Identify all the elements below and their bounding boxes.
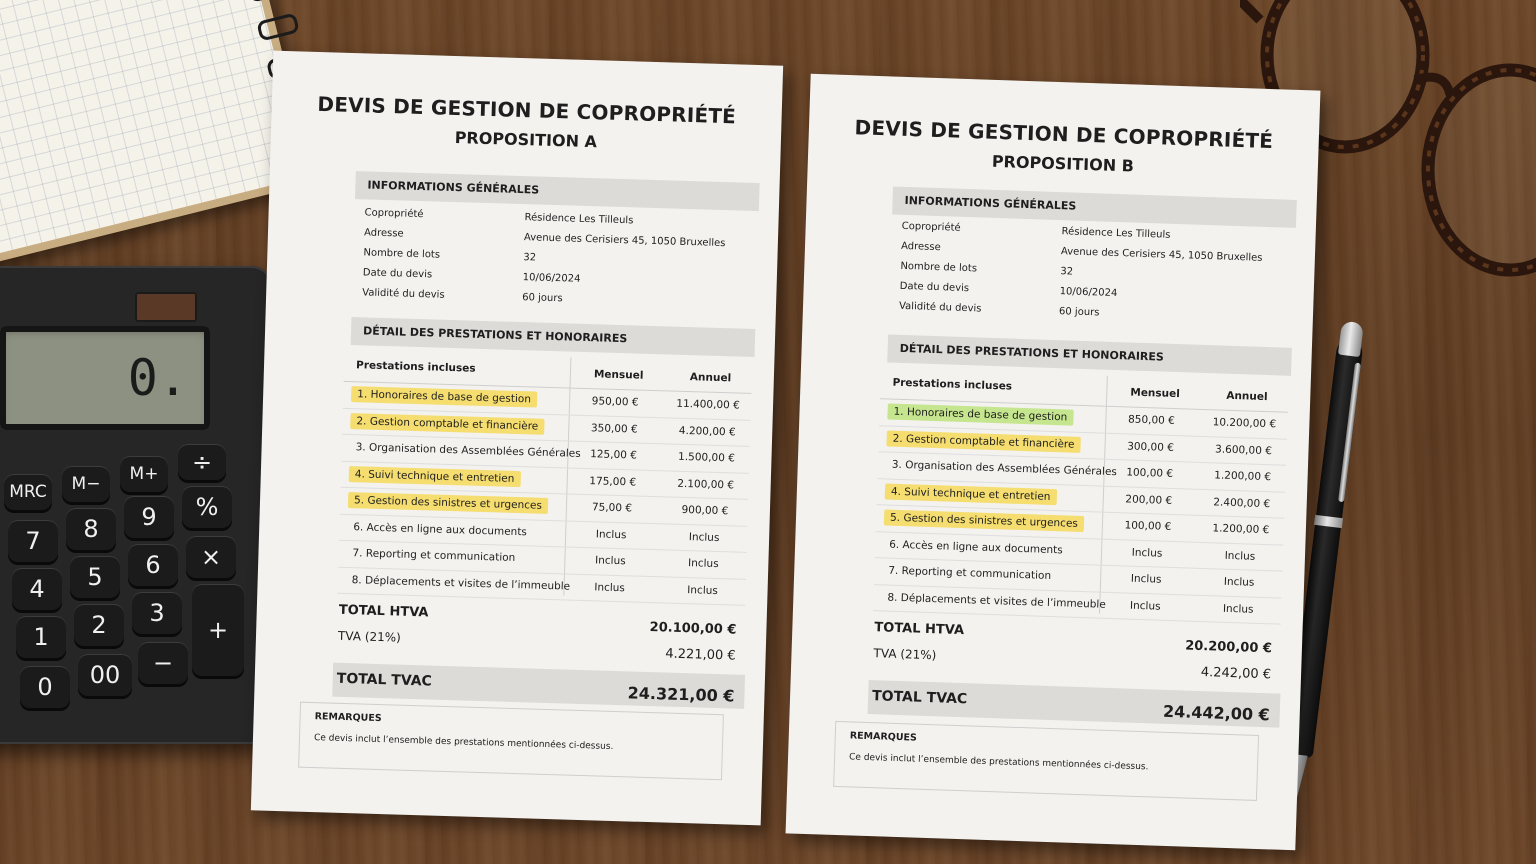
total-htva-label: TOTAL HTVA bbox=[338, 602, 429, 621]
total-tvac-label: TOTAL TVAC bbox=[336, 670, 433, 690]
total-tvac-row bbox=[332, 663, 745, 709]
calculator bbox=[0, 266, 273, 744]
calculator-key-multiply[interactable]: × bbox=[186, 536, 236, 578]
calculator-key-m-minus[interactable]: M− bbox=[62, 466, 110, 502]
doc-subtitle: PROPOSITION A bbox=[454, 128, 598, 152]
total-htva-label: TOTAL HTVA bbox=[874, 620, 965, 639]
annual-value: 1.200,00 € bbox=[1212, 522, 1270, 537]
tva-value: 4.242,00 € bbox=[1200, 665, 1272, 683]
doc-subtitle: PROPOSITION B bbox=[991, 151, 1135, 176]
total-htva-value: 20.200,00 € bbox=[1184, 638, 1273, 657]
info-value: Résidence Les Tilleuls bbox=[1061, 226, 1171, 241]
annual-value: 1.200,00 € bbox=[1214, 469, 1272, 484]
calculator-key-m-plus[interactable]: M+ bbox=[120, 456, 168, 492]
info-value: 10/06/2024 bbox=[522, 272, 581, 285]
annual-value: 1.500,00 € bbox=[677, 450, 736, 465]
total-tvac-row bbox=[868, 680, 1281, 728]
remarks-box bbox=[833, 721, 1259, 801]
monthly-value: 300,00 € bbox=[1126, 439, 1175, 454]
total-htva-value: 20.100,00 € bbox=[649, 620, 737, 638]
service-name: 8. Déplacements et visites de l’immeuble bbox=[887, 591, 1107, 611]
info-section-header: INFORMATIONS GÉNÉRALES bbox=[355, 171, 760, 211]
service-name: 7. Reporting et communication bbox=[352, 547, 516, 564]
notebook-grid-paper bbox=[0, 0, 305, 261]
col-header-monthly: Mensuel bbox=[593, 368, 644, 382]
monthly-value: 125,00 € bbox=[589, 448, 638, 462]
calculator-key-plus[interactable]: + bbox=[192, 584, 244, 676]
calculator-key-8[interactable]: 8 bbox=[66, 508, 116, 550]
info-list bbox=[362, 203, 745, 314]
annual-value: 900,00 € bbox=[681, 503, 729, 518]
info-value: 10/06/2024 bbox=[1059, 286, 1118, 300]
detail-section-header: DÉTAIL DES PRESTATIONS ET HONORAIRES bbox=[351, 317, 756, 357]
calculator-key-00[interactable]: 00 bbox=[78, 654, 132, 696]
annual-value: Inclus bbox=[1222, 602, 1254, 616]
service-name: 5. Gestion des sinistres et urgences bbox=[348, 492, 548, 514]
calculator-key-1[interactable]: 1 bbox=[16, 616, 66, 658]
service-name: 1. Honoraires de base de gestion bbox=[351, 386, 537, 408]
info-value: 60 jours bbox=[1058, 306, 1100, 319]
calculator-key-0[interactable]: 0 bbox=[20, 666, 70, 708]
annual-value: Inclus bbox=[687, 583, 719, 597]
calculator-key-divide[interactable]: ÷ bbox=[178, 444, 226, 480]
col-header-services: Prestations incluses bbox=[892, 376, 1013, 393]
info-list bbox=[899, 217, 1282, 330]
monthly-value: 950,00 € bbox=[591, 395, 639, 409]
calculator-display: 0. bbox=[0, 326, 210, 430]
info-label: Validité du devis bbox=[362, 287, 445, 301]
info-value: 32 bbox=[1060, 266, 1074, 278]
info-label: Adresse bbox=[900, 240, 941, 254]
service-name: 4. Suivi technique et entretien bbox=[349, 466, 521, 487]
calculator-key-7[interactable]: 7 bbox=[8, 520, 58, 562]
annual-value: Inclus bbox=[687, 557, 719, 571]
monthly-value: 350,00 € bbox=[590, 421, 638, 436]
annual-value: 2.100,00 € bbox=[677, 477, 735, 491]
calculator-key-percent[interactable]: % bbox=[182, 486, 232, 528]
calculator-key-5[interactable]: 5 bbox=[70, 556, 120, 598]
service-name: 2. Gestion comptable et financière bbox=[886, 430, 1080, 452]
info-label: Copropriété bbox=[901, 220, 961, 234]
total-tvac-value: 24.321,00 € bbox=[627, 683, 735, 706]
service-name: 3. Organisation des Assemblées Générales bbox=[891, 458, 1118, 479]
monthly-value: Inclus bbox=[595, 527, 627, 541]
remarks-title: REMARQUES bbox=[314, 711, 382, 725]
info-label: Adresse bbox=[363, 227, 404, 240]
calculator-key-4[interactable]: 4 bbox=[12, 568, 62, 610]
annual-value: 3.600,00 € bbox=[1214, 442, 1273, 457]
tva-label: TVA (21%) bbox=[337, 628, 402, 645]
annual-value: 10.200,00 € bbox=[1212, 416, 1277, 431]
annual-value: 4.200,00 € bbox=[678, 424, 736, 438]
col-header-annual: Annuel bbox=[1226, 389, 1268, 404]
monthly-value: 75,00 € bbox=[591, 501, 633, 515]
service-name: 6. Accès en ligne aux documents bbox=[353, 520, 528, 538]
info-value: Avenue des Cerisiers 45, 1050 Bruxelles bbox=[1060, 246, 1263, 264]
remarks-text: Ce devis inclut l’ensemble des prestations mentionnées ci-dessus. bbox=[313, 733, 614, 752]
service-name: 4. Suivi technique et entretien bbox=[885, 483, 1057, 505]
col-header-services: Prestations incluses bbox=[355, 359, 476, 375]
total-tvac-value: 24.442,00 € bbox=[1162, 701, 1271, 725]
monthly-value: 850,00 € bbox=[1127, 413, 1175, 428]
quote-document-b bbox=[786, 74, 1321, 850]
col-header-annual: Annuel bbox=[689, 371, 732, 385]
info-label: Nombre de lots bbox=[363, 247, 441, 261]
detail-section-header: DÉTAIL DES PRESTATIONS ET HONORAIRES bbox=[887, 334, 1292, 375]
annual-value: Inclus bbox=[688, 530, 720, 544]
info-value: 32 bbox=[523, 252, 537, 264]
col-header-monthly: Mensuel bbox=[1130, 386, 1181, 401]
annual-value: 2.400,00 € bbox=[1213, 495, 1271, 510]
calculator-key-mrc[interactable]: MRC bbox=[4, 474, 52, 510]
services-table bbox=[873, 368, 1289, 624]
info-label: Date du devis bbox=[899, 280, 970, 295]
calculator-key-9[interactable]: 9 bbox=[124, 496, 174, 538]
calculator-key-2[interactable]: 2 bbox=[74, 604, 124, 646]
total-tvac-label: TOTAL TVAC bbox=[871, 688, 968, 708]
remarks-text: Ce devis inclut l’ensemble des prestations mentionnées ci-dessus. bbox=[848, 752, 1149, 773]
tva-value: 4.221,00 € bbox=[665, 646, 736, 664]
monthly-value: 200,00 € bbox=[1125, 492, 1173, 507]
monthly-value: Inclus bbox=[594, 554, 626, 568]
service-name: 6. Accès en ligne aux documents bbox=[888, 538, 1063, 556]
calculator-key-3[interactable]: 3 bbox=[132, 592, 182, 634]
info-section-header: INFORMATIONS GÉNÉRALES bbox=[892, 187, 1297, 228]
calculator-solar-panel bbox=[135, 292, 197, 322]
totals-block bbox=[869, 618, 1282, 725]
quote-document-a bbox=[251, 51, 783, 826]
doc-title: DEVIS DE GESTION DE COPROPRIÉTÉ bbox=[317, 91, 737, 129]
doc-title: DEVIS DE GESTION DE COPROPRIÉTÉ bbox=[854, 115, 1274, 154]
tva-label: TVA (21%) bbox=[873, 646, 937, 663]
calculator-key-6[interactable]: 6 bbox=[128, 544, 178, 586]
info-label: Validité du devis bbox=[898, 300, 982, 315]
totals-block bbox=[334, 601, 747, 706]
monthly-value: 100,00 € bbox=[1124, 519, 1172, 533]
service-name: 8. Déplacements et visites de l’immeuble bbox=[351, 573, 571, 593]
monthly-value: Inclus bbox=[1130, 572, 1162, 586]
remarks-box bbox=[298, 702, 724, 781]
info-value: Résidence Les Tilleuls bbox=[524, 212, 634, 227]
info-value: 60 jours bbox=[522, 292, 563, 305]
service-name: 1. Honoraires de base de gestion bbox=[887, 403, 1073, 425]
info-label: Nombre de lots bbox=[900, 260, 978, 275]
info-label: Copropriété bbox=[364, 207, 424, 221]
monthly-value: 100,00 € bbox=[1126, 466, 1174, 480]
service-name: 7. Reporting et communication bbox=[888, 564, 1052, 582]
info-value: Avenue des Cerisiers 45, 1050 Bruxelles bbox=[523, 232, 726, 250]
service-name: 2. Gestion comptable et financière bbox=[350, 413, 544, 435]
info-label: Date du devis bbox=[362, 267, 433, 281]
annual-value: 11.400,00 € bbox=[676, 397, 740, 412]
service-name: 3. Organisation des Assemblées Générales bbox=[355, 441, 581, 460]
remarks-title: REMARQUES bbox=[849, 730, 918, 744]
monthly-value: Inclus bbox=[1129, 599, 1161, 613]
monthly-value: 175,00 € bbox=[589, 474, 637, 489]
services-table bbox=[337, 351, 752, 606]
calculator-key-minus[interactable]: − bbox=[138, 642, 188, 684]
service-name: 5. Gestion des sinistres et urgences bbox=[884, 509, 1084, 532]
monthly-value: Inclus bbox=[594, 580, 626, 594]
annual-value: Inclus bbox=[1223, 575, 1255, 589]
annual-value: Inclus bbox=[1224, 549, 1256, 563]
monthly-value: Inclus bbox=[1131, 546, 1163, 560]
